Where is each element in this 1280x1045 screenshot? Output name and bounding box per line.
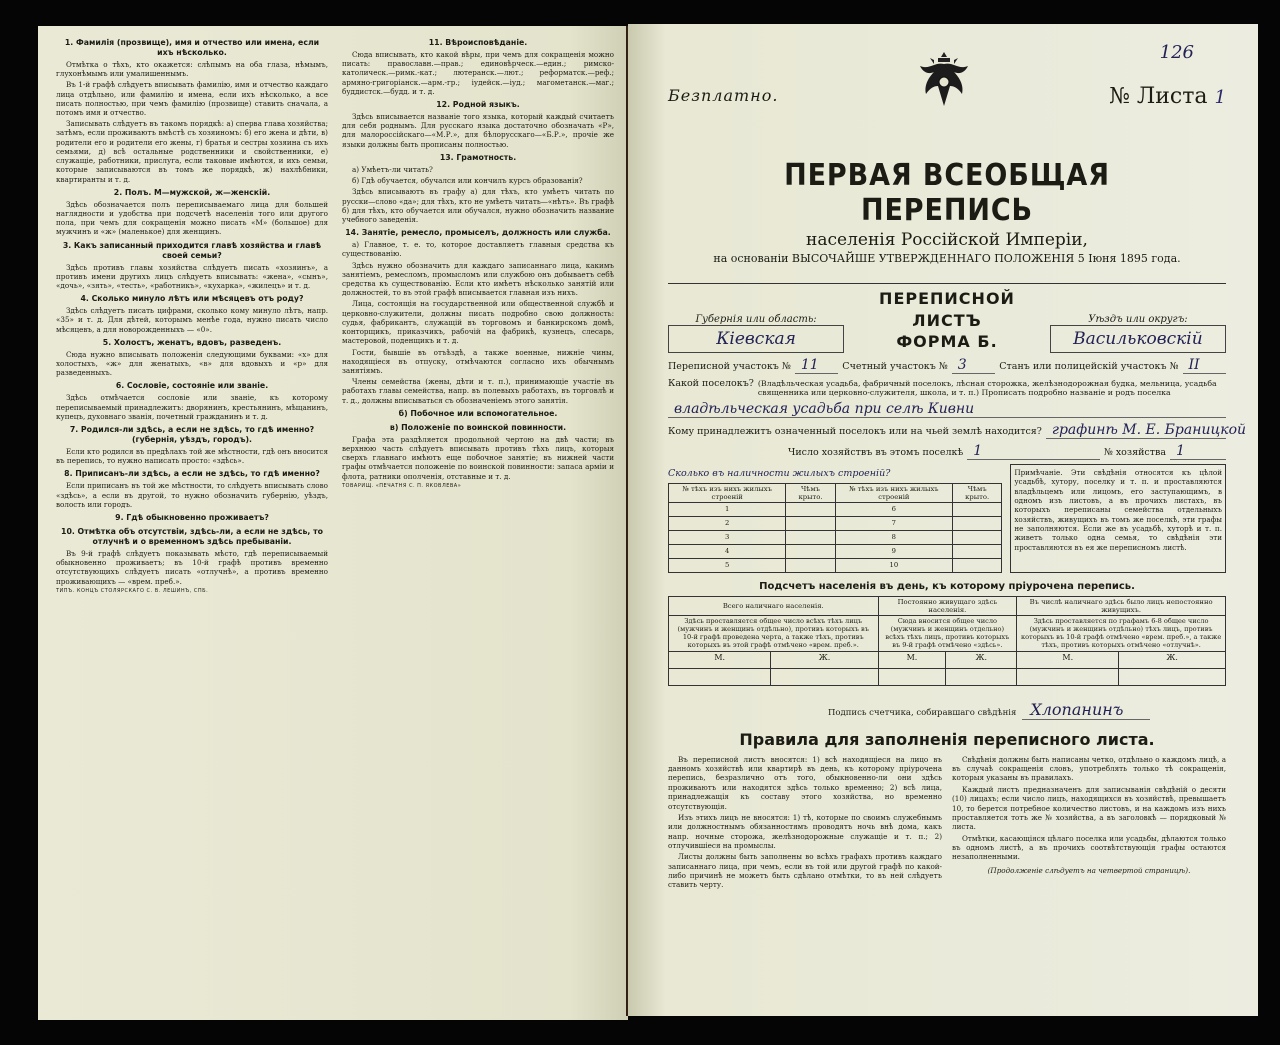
- owner-label: Кому принадлежитъ означенный поселокъ или на чьей землѣ находится?: [668, 425, 1042, 437]
- precinct-line: [668, 357, 1226, 374]
- paragraph: Если кто родился въ предѣлахъ той же мѣстности, гдѣ онъ вносится въ перепись, то нужно написать просто: «здѣсь».: [56, 447, 328, 466]
- paragraph: Члены семейства (жены, дѣти и т. п.), принимающіе участіе въ работахъ главы семейства, напр. въ полевыхъ работахъ, въ торговлѣ и т. д., должны вписываться съ обозначеніемъ этого занятія.: [342, 377, 614, 405]
- left-column-1: [56, 34, 328, 994]
- legal-basis: на основаніи ВЫСОЧАЙШЕ УТВЕРЖДЕННАГО ПОЛОЖЕНІЯ 5 Іюня 1895 года.: [713, 252, 1181, 265]
- row-number: 3: [669, 530, 786, 544]
- table-row: [669, 502, 1002, 516]
- permanent-population-header: Постоянно живущаго здѣсь населенія.: [878, 596, 1017, 615]
- item-heading: 8. Приписанъ-ли здѣсь, а если не здѣсь, то гдѣ именно?: [64, 469, 320, 479]
- item-heading: в) Положеніе по воинской повинности.: [389, 422, 567, 432]
- table-row: [669, 558, 1002, 572]
- paragraph: Здѣсь обозначается полъ переписываемаго лица для большей наглядности и удобства при подсчетѣ населенія того или другого пола, при чемъ для сокращенія можно писать «М» (большое) для мужчинъ и «ж» (маленькое) для женщинъ.: [56, 199, 328, 237]
- item-heading: 5. Холостъ, женатъ, вдовъ, разведенъ.: [102, 337, 282, 347]
- temporary-population-instructions: Здѣсь проставляется по графамъ 6-8 общее число (мужчинъ и женщинъ отдѣльно) тѣхъ лицъ, противъ которыхъ въ 10-й графѣ отмѣчено «врем. преб.», а также тѣхъ, противъ которыхъ отмѣчено «отлучнѣ».: [1017, 615, 1226, 651]
- owner-value: графинѣ М. Е. Браницкой: [1046, 422, 1226, 439]
- sheet-number-value: 1: [1214, 87, 1226, 108]
- right-page: [628, 24, 1258, 1016]
- form-header: [668, 283, 1226, 353]
- row-number: 8: [835, 530, 952, 544]
- table-row: [669, 530, 1002, 544]
- male-column: М.: [669, 651, 771, 668]
- population-count-title: Подсчетъ населенія въ день, къ которому пріурочена перепись.: [759, 580, 1135, 592]
- left-page: [38, 26, 628, 1020]
- paragraph: Записывать слѣдуетъ въ такомъ порядкѣ: а) сперва глава хозяйства; затѣмъ, если проживаютъ вмѣстѣ съ хозяиномъ: б) его жена и дѣти, в) родители его и родители его жены, г) братья и сестры хозяина съ ихъ семьями, д) всѣ остальные родственники и свойственники, е) служащіе, работники, прислуга, если таковые имѣются, и ихъ семьи, которые записываются въ томъ же порядкѣ, ж) нахлѣбники, квартиранты и т. д.: [56, 119, 328, 184]
- paragraph: а) Главное, т. е. то, которое доставляетъ главныя средства къ существованію.: [342, 240, 614, 259]
- roof-header: Чѣмъ крыто.: [953, 483, 1002, 502]
- paragraph: Здѣсь противъ главы хозяйства слѣдуетъ писать «хозяинъ», а противъ имени другихъ лицъ слѣдуетъ вписывать: «жена», «сынъ», «дочь», «зять», «тесть», «работникъ», «кухарка», «жилецъ» и т. д.: [56, 262, 328, 290]
- households-line: [668, 443, 1226, 460]
- female-column: Ж.: [1119, 651, 1226, 668]
- owner-line: [668, 421, 1247, 439]
- signature-label: Подпись счетчика, собиравшаго свѣдѣнія: [828, 707, 1017, 718]
- buildings-label: Сколько въ наличности жилыхъ строеній?: [668, 467, 891, 479]
- total-population-instructions: Здѣсь проставляется общее число всѣхъ тѣхъ лицъ (мужчинъ и женщинъ отдѣльно), противъ которыхъ въ 10-й графѣ проведена черта, а также тѣхъ, противъ которыхъ въ этой графѣ отмѣчено «врем. преб.».: [669, 615, 879, 651]
- sheet-number-label: № Листа: [1109, 84, 1208, 109]
- form-title-line-2: ФОРМА Б.: [896, 332, 998, 352]
- item-heading: 4. Сколько минуло лѣтъ или мѣсяцевъ отъ роду?: [80, 294, 304, 304]
- form-title: [850, 288, 1044, 353]
- paragraph: Здѣсь отмѣчается сословіе или званіе, къ которому переписываемый принадлежитъ: дворянинъ, крестьянинъ, мѣщанинъ, купецъ, духовнаго званія, почетный гражданинъ и т. д.: [56, 393, 328, 421]
- paragraph: Въ 9-й графѣ слѣдуетъ показывать мѣсто, гдѣ переписываемый обыкновенно проживаетъ; въ 10-й графѣ противъ временно отсутствующихъ слѣдуетъ писать «отлучнѣ», а противъ временно проживающихъ — «врем. преб.».: [56, 549, 328, 586]
- table-row: [669, 544, 1002, 558]
- row-number: 6: [835, 502, 952, 516]
- count-precinct-value: 3: [952, 357, 995, 374]
- province-value: Кіевская: [668, 325, 844, 353]
- item-heading: 11. Вѣроисповѣданіе.: [428, 38, 528, 47]
- female-column: Ж.: [771, 651, 878, 668]
- rule-paragraph: Каждый листъ предназначенъ для записыванія свѣдѣній о десяти (10) лицахъ; если число лицъ, находящихся въ хозяйствѣ, превышаетъ 10, то берется потребное количество листовъ, и на каждомъ изъ нихъ проставляется тотъ же № хозяйства, а въ заголовкѣ — порядковый № листа.: [952, 784, 1226, 832]
- settlement-label: Какой поселокъ?: [668, 377, 754, 389]
- paragraph: Лица, состоящія на государственной или общественной службѣ и церковно-служители, должны писать подробно свою должность: судья, фабрикантъ, служащій въ торговомъ и банкирскомъ домѣ, конторщикъ, приказчикъ, рабочій на фабрикѣ, кузнецъ, слесарь, мастеровой, поденщикъ и т. д.: [342, 299, 614, 346]
- households-value: 1: [967, 443, 1100, 460]
- household-number-value: 1: [1170, 443, 1226, 460]
- row-number: 2: [669, 516, 786, 530]
- paragraph: Сюда нужно вписывать положенія следующими буквами: «х» для холостыхъ, «ж» для женатыхъ, «в» для вдовыхъ и «р» для разведенныхъ.: [56, 349, 328, 378]
- document-subtitle: населенія Россійской Имперіи,: [806, 230, 1088, 250]
- paragraph: Здѣсь слѣдуетъ писать цифрами, сколько кому минуло лѣтъ, напр. «35» и т. д. Для дѣтей, которымъ менѣе года, нужно писать число мѣсяцевъ, а для новорожденныхъ — «0».: [56, 306, 328, 334]
- roof-header: Чѣмъ крыто.: [786, 483, 835, 502]
- district-value: Васильковскій: [1050, 325, 1226, 353]
- item-heading: 6. Сословіе, состояніе или званіе.: [115, 381, 269, 391]
- male-column: М.: [878, 651, 946, 668]
- province-label: Губернія или область:: [695, 313, 817, 325]
- enumerator-signature-line: [828, 700, 1226, 720]
- paragraph: Здѣсь нужно обозначить для каждаго записаннаго лица, какимъ занятіемъ, ремесломъ, промысломъ или службою онъ добываетъ себѣ средства къ существованію. Если кто имѣетъ нѣсколько занятій или должностей, то въ этой графѣ вписывается главная изъ нихъ.: [342, 260, 614, 298]
- rule-paragraph: Листы должны быть заполнены во всѣхъ графахъ противъ каждаго записаннаго лица, при чемъ, если въ той или другой графѣ по какой-либо причинѣ не можетъ быть сдѣлано отмѣтки, то въ ней слѣдуетъ ставить черту.: [668, 852, 942, 890]
- item-heading: 1. Фамилія (прозвище), имя и отчество или имена, если ихъ нѣсколько.: [64, 38, 320, 57]
- item-heading: 14. Занятіе, ремесло, промыселъ, должность или служба.: [345, 228, 611, 238]
- free-of-charge-label: Безплатно.: [668, 86, 779, 105]
- rule-paragraph: Свѣдѣнія должны быть написаны четко, отдѣльно о каждомъ лицѣ, а въ случаѣ сокращенія словъ, употреблять только тѣ сокращенія, которыя указаны въ правилахъ.: [952, 754, 1226, 783]
- rule-paragraph: Изъ этихъ лицъ не вносятся: 1) тѣ, которые по своимъ служебнымъ или должностнымъ обязанностямъ проводятъ ночь внѣ дома, какъ напр. ночные сторожа, желѣзнодорожные служащіе и т. п.; 2) отлучившіеся на промыслы.: [668, 812, 942, 850]
- row-number: 5: [669, 558, 786, 572]
- item-heading: б) Побочное или вспомогательное.: [398, 408, 558, 418]
- row-number: 1: [669, 502, 786, 516]
- row-number: 10: [835, 558, 952, 572]
- police-precinct-label: Станъ или полицейскій участокъ №: [999, 360, 1179, 372]
- police-precinct-value: II: [1183, 357, 1226, 374]
- settlement-value: владѣльческая усадьба при селѣ Кивни: [668, 401, 1226, 418]
- settlement-value-line: [668, 401, 1226, 418]
- form-title-line-1: ПЕРЕПИСНОЙ ЛИСТЪ: [879, 289, 1015, 330]
- paragraph: Здѣсь вписываютъ въ графу а) для тѣхъ, кто умѣетъ читать по русски—слово «да»; для тѣхъ, кто не умѣетъ читать—«нѣтъ». Въ графѣ б) для тѣхъ, кто обучается или обучался, нужно обозначить название учебного заведенія.: [342, 187, 614, 224]
- item-heading: 10. Отмѣтка объ отсутствіи, здѣсь-ли, а если не здѣсь, то отлучнѣ и о временномъ здѣсь пребываніи.: [61, 527, 323, 547]
- paragraph: Сюда вписывать, кто какой вѣры, при чемъ для сокращенія можно писать: православн.—прав.; единовѣрческ.—един.; римско-католическ.—римк.-кат.; лютеранск.—лют.; реформатск.—реф.; армяно-григоріанск.—арм.-гр.; іудейск.—іуд.; магометанск.—маг.; буддистск.—будд. и т. д.: [342, 49, 614, 96]
- sub-heading: а) Умѣетъ-ли читать?: [352, 164, 433, 174]
- row-number: 9: [835, 544, 952, 558]
- printer-imprint: ТОВАРИЩ. «ПЕЧАТНЯ С. П. ЯКОВЛЕВА»: [342, 482, 462, 489]
- document-title: ПЕРВАЯ ВСЕОБЩАЯ ПЕРЕПИСЬ: [784, 158, 1110, 228]
- rules-title: Правила для заполненія переписного листа.: [739, 729, 1155, 749]
- rule-paragraph: Отмѣтки, касающіяся цѣлаго поселка или усадьбы, дѣлаются только въ одномъ листѣ, а въ прочихъ соотвѣтствующія графы остаются незаполненными.: [952, 833, 1226, 862]
- buildings-line: [668, 468, 1002, 479]
- left-column-2: [342, 34, 614, 994]
- double-headed-eagle-icon: [916, 48, 972, 120]
- female-column: Ж.: [946, 651, 1017, 668]
- count-precinct-label: Счетный участокъ №: [842, 360, 948, 372]
- buildings-header: № тѣхъ изъ нихъ жилыхъ строеній: [835, 483, 952, 502]
- item-heading: 3. Какъ записанный приходится главѣ хозяйства и главѣ своей семьи?: [62, 240, 322, 260]
- male-column: М.: [1017, 651, 1119, 668]
- sheet-number: [1109, 84, 1226, 109]
- paragraph: Графа эта раздѣляется продольной чертою на двѣ части; въ верхнюю часть слѣдуетъ вписывать противъ тѣхъ лицъ, которыя сверхъ главнаго имѣютъ еще побочное занятіе; въ нижней части графы отмѣчается положеніе по воинской повинности: запаса арміи и флота, ратники ополченія, отставные и т. д.: [342, 434, 614, 481]
- temporary-population-header: Въ числѣ наличнаго здѣсь было лицъ непостоянно живущихъ.: [1017, 596, 1226, 615]
- settlement-hint: (Владѣльческая усадьба, фабричный поселокъ, лѣсная сторожка, желѣзнодорожная будка, мельница, усадьба священника или церковно-служителя, школа, и т. п.) Прописать подробно названіе и родъ поселка: [757, 378, 1217, 397]
- population-table: [668, 596, 1226, 686]
- paragraph: Здѣсь вписывается названіе того языка, который каждый считаетъ для себя роднымъ. Для русскаго языка достаточно обозначать «Р», для малороссійскаго—«М.Р.», для бѣлорусскаго—«Б.Р.», прочіе же языки должны быть прописаны полностью.: [342, 112, 614, 149]
- paragraph: Если приписанъ въ той же мѣстности, то слѣдуетъ вписывать слово «здѣсь», а если въ другой, то нужно обозначить губернію, уѣздъ, волость или городъ.: [56, 481, 328, 509]
- households-label: Число хозяйствъ въ этомъ поселкѣ: [788, 446, 964, 458]
- row-number: 7: [835, 516, 952, 530]
- table-row: [669, 516, 1002, 530]
- enumerator-signature: Хлопанинъ: [1022, 700, 1150, 720]
- item-heading: 12. Родной языкъ.: [436, 100, 520, 110]
- item-heading: 13. Грамотность.: [439, 152, 517, 162]
- archive-number: 126: [1159, 42, 1194, 63]
- buildings-table: [668, 483, 1002, 573]
- continuation-note: (Продолженіе слѣдуетъ на четвертой страницѣ).: [987, 865, 1191, 875]
- row-number: 4: [669, 544, 786, 558]
- permanent-population-instructions: Сюда вносится общее число (мужчинъ и женщинъ отдельно) всѣхъ тѣхъ лицъ, противъ которыхъ въ 9-й графѣ отмѣчено «здѣсь».: [878, 615, 1017, 651]
- item-heading: 2. Полъ. М—мужской, ж—женскій.: [113, 187, 271, 197]
- census-precinct-value: 11: [795, 357, 838, 374]
- paragraph: Гости, бывшіе въ отъѣздѣ, а также военные, нижніе чины, находящіеся въ отпуску, отмѣчаются согласно ихъ обычнымъ занятіямъ.: [342, 347, 614, 375]
- note-box: Примѣчаніе. Эти свѣдѣнія относятся къ цѣлой усадьбѣ, хутору, поселку и т. п. и проставляются владѣльцемъ или лицомъ, его заступающимъ, в одномъ изъ листовъ, а въ прочихъ листахъ, въ которыхъ переписаны семейства отдельныхъ хозяйствъ, живущихъ въ томъ же поселкѣ, эти графы не заполняются. Если же въ усадьбѣ, хуторѣ и т. п. живетъ только одна семья, то свѣдѣнія эти проставляются въ ея же переписномъ листѣ.: [1010, 464, 1226, 573]
- printer-imprint: ТИПЪ. КОНЦЪ СТОЛЯРСКАГО С. В. ЛЕШИНЪ, СПБ.: [56, 587, 209, 594]
- rules-text: [668, 755, 1226, 892]
- paragraph: Въ 1-й графѣ слѣдуетъ вписывать фамилію, имя и отчество каждаго лица отдѣльно, или фамилію и имена, если ихъ нѣсколько, а все писать полностью, при чемъ фамилію (прозвище) ставить сначала, а потомъ имя и отчество.: [56, 80, 328, 118]
- district-label: Уѣздъ или округъ:: [1088, 313, 1188, 325]
- item-heading: 9. Гдѣ обыкновенно проживаетъ?: [115, 513, 269, 523]
- census-precinct-label: Переписной участокъ №: [668, 360, 791, 372]
- sub-heading: б) Гдѣ обучается, обучался или кончилъ курсъ образованія?: [352, 176, 583, 186]
- buildings-header: № тѣхъ изъ нихъ жилыхъ строеній: [669, 483, 786, 502]
- item-heading: 7. Родился-ли здѣсь, а если не здѣсь, то гдѣ именно? (губернія, уѣздъ, городъ).: [69, 425, 315, 445]
- household-number-label: № хозяйства: [1103, 446, 1166, 458]
- settlement-line: [668, 378, 1226, 397]
- total-population-header: Всего наличнаго населенія.: [669, 596, 879, 615]
- rule-paragraph: Въ переписной листъ вносятся: 1) всѣ находящіеся на лицо въ данномъ хозяйствѣ или квартирѣ въ день, къ которому пріурочена перепись, безразлично отъ того, обыкновенно-ли они здѣсь проживаютъ или находятся здѣсь только временно; 2) всѣ лица, принадлежащія къ составу этого хозяйства, но временно отсутствующія.: [668, 754, 942, 811]
- paragraph: Отмѣтка о тѣхъ, кто окажется: слѣпымъ на оба глаза, нѣмымъ, глухонѣмымъ или умалишеннымъ.: [56, 59, 328, 79]
